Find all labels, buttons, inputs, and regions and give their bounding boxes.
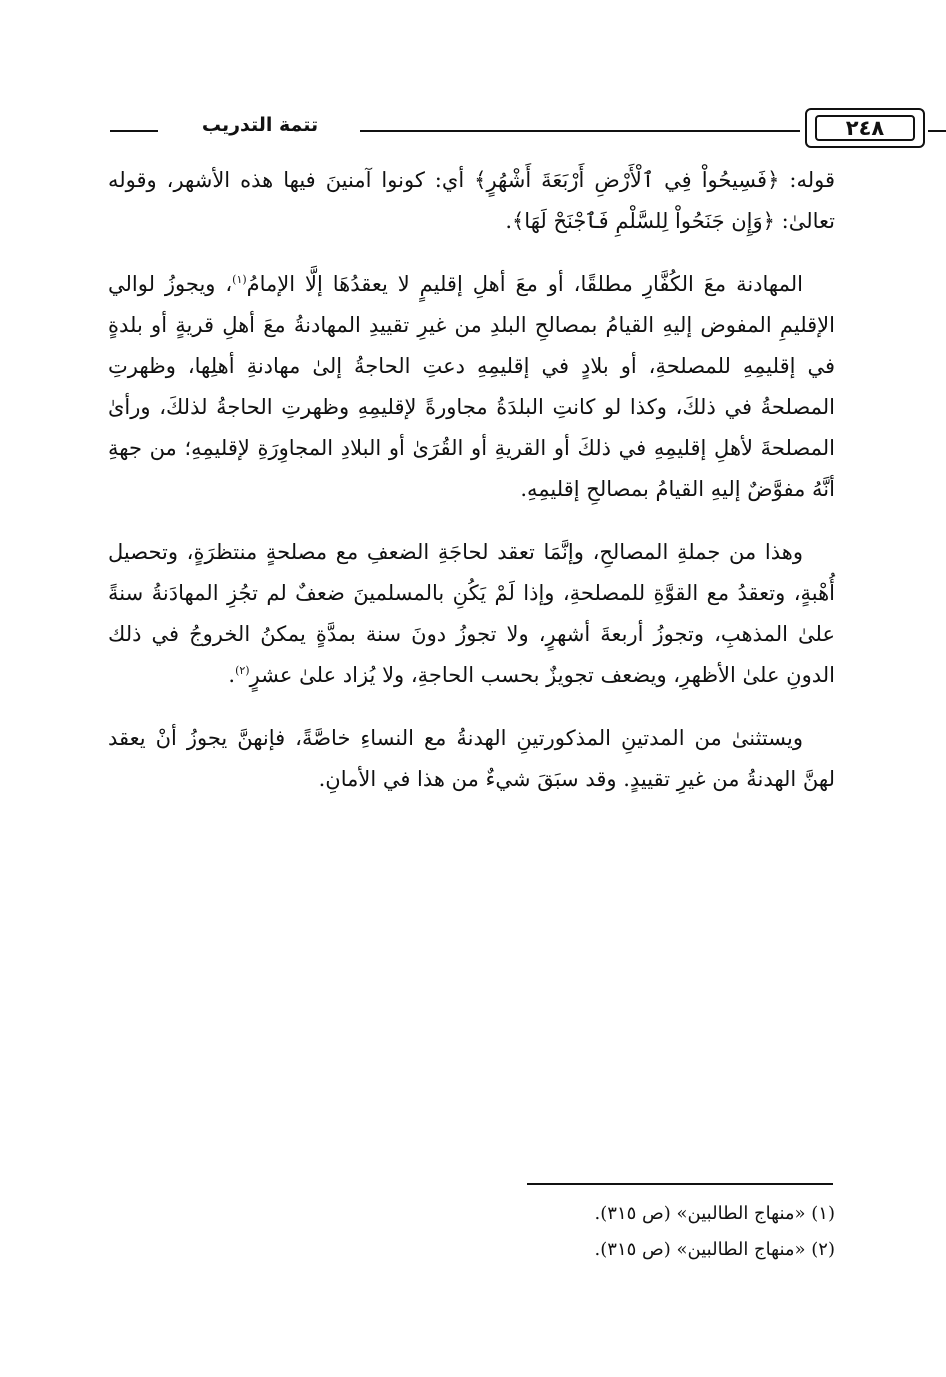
paragraph-2-rest: ، ويجوزُ لوالي الإقليمِ المفوض إليهِ القيامُ بمصالحِ البلدِ من غيرِ تقييدِ المهادنةُ معَ أهلِ قريةٍ أو بلدةٍ في إقليمِهِ للمصلحةِ، أو بلادٍ في إقليمِهِ دعتِ الحاجةُ إلىٰ مهادنةِ أهلِها، وظهرتِ المصلحةُ في ذلكَ، وكذا لو كانتِ البلدَةُ مجاورةً لإقليمِهِ وظهرتِ الحاجةُ لذلكَ، ورأىٰ المصلحةَ لأهلِ إقليمِهِ في ذلكَ أو القريةِ أو القُرَىٰ أو البلادِ المجاوِرَةِ لإقليمِهِ؛ من جهةِ أنَّهُ مفوَّضٌ إليهِ القيامُ بمصالحِ إقليمِهِ. <box>108 272 835 501</box>
footnote-2: (٢) «منهاج الطالبين» (ص ٣١٥). <box>594 1239 835 1260</box>
header-rule-right <box>928 130 946 132</box>
paragraph-3-text: وهذا من جملةِ المصالحِ، وإنَّمَا تعقد لحاجَةِ الضعفِ مع مصلحةٍ منتظرَةٍ، وتحصيل أُهْبةٍ، وتعقدُ مع القوَّةِ للمصلحةِ، وإذا لَمْ يَكُنِ بالمسلمينَ ضعفٌ لم تجُزِ المهادَنةُ سنةً علىٰ المذهبِ، وتجوزُ أربعةَ أشهرٍ، ولا تجوزُ دونَ سنة بمدَّةٍ يمكنُ الخروجُ في ذلك الدونِ علىٰ الأظهرِ، ويضعف تجويزٌ بحسب الحاجةِ، ولا يُزاد علىٰ عشرٍ <box>108 540 835 687</box>
page-number: ٢٤٨ <box>815 115 915 141</box>
paragraph-2 <box>108 264 835 510</box>
footnote-mark-2: (٢) <box>235 664 250 677</box>
paragraph-1: قوله: ﴿فَسِيحُواْ فِي ٱلْأَرْضِ أَرْبَعَةَ أَشْهُرٍ﴾ أي: كونوا آمنينَ فيها هذه الأشهر، وقوله تعالىٰ: ﴿وَإِن جَنَحُواْ لِلسَّلْمِ فَٱجْنَحْ لَهَا﴾. <box>108 168 835 233</box>
header-rule-middle <box>360 130 800 132</box>
footnote-1: (١) «منهاج الطالبين» (ص ٣١٥). <box>594 1203 835 1224</box>
book-title: تتمة التدريب <box>201 114 319 136</box>
footnote-separator <box>527 1183 833 1185</box>
paragraph-3 <box>108 532 835 696</box>
running-header <box>110 108 885 148</box>
paragraph-4: ويستثنىٰ من المدتينِ المذكورتينِ الهدنةُ مع النساءِ خاصَّةً، فإنهنَّ يجوزُ أنْ يعقد لهنَّ الهدنةُ من غيرِ تقييدٍ. وقد سبَقَ شيءٌ من هذا في الأمانِ. <box>108 726 835 791</box>
header-rule-left <box>110 130 158 132</box>
footnote-mark-1: (١) <box>232 273 247 286</box>
paragraph-3-end: . <box>228 663 236 687</box>
footnotes <box>470 1196 835 1268</box>
main-text <box>108 160 835 822</box>
page-number-frame <box>805 108 925 148</box>
paragraph-2-start: المهادنة معَ الكُفَّارِ مطلقًا، أو معَ أهلِ إقليمٍ لا يعقدُهَا إلَّا الإمامُ <box>246 272 803 296</box>
